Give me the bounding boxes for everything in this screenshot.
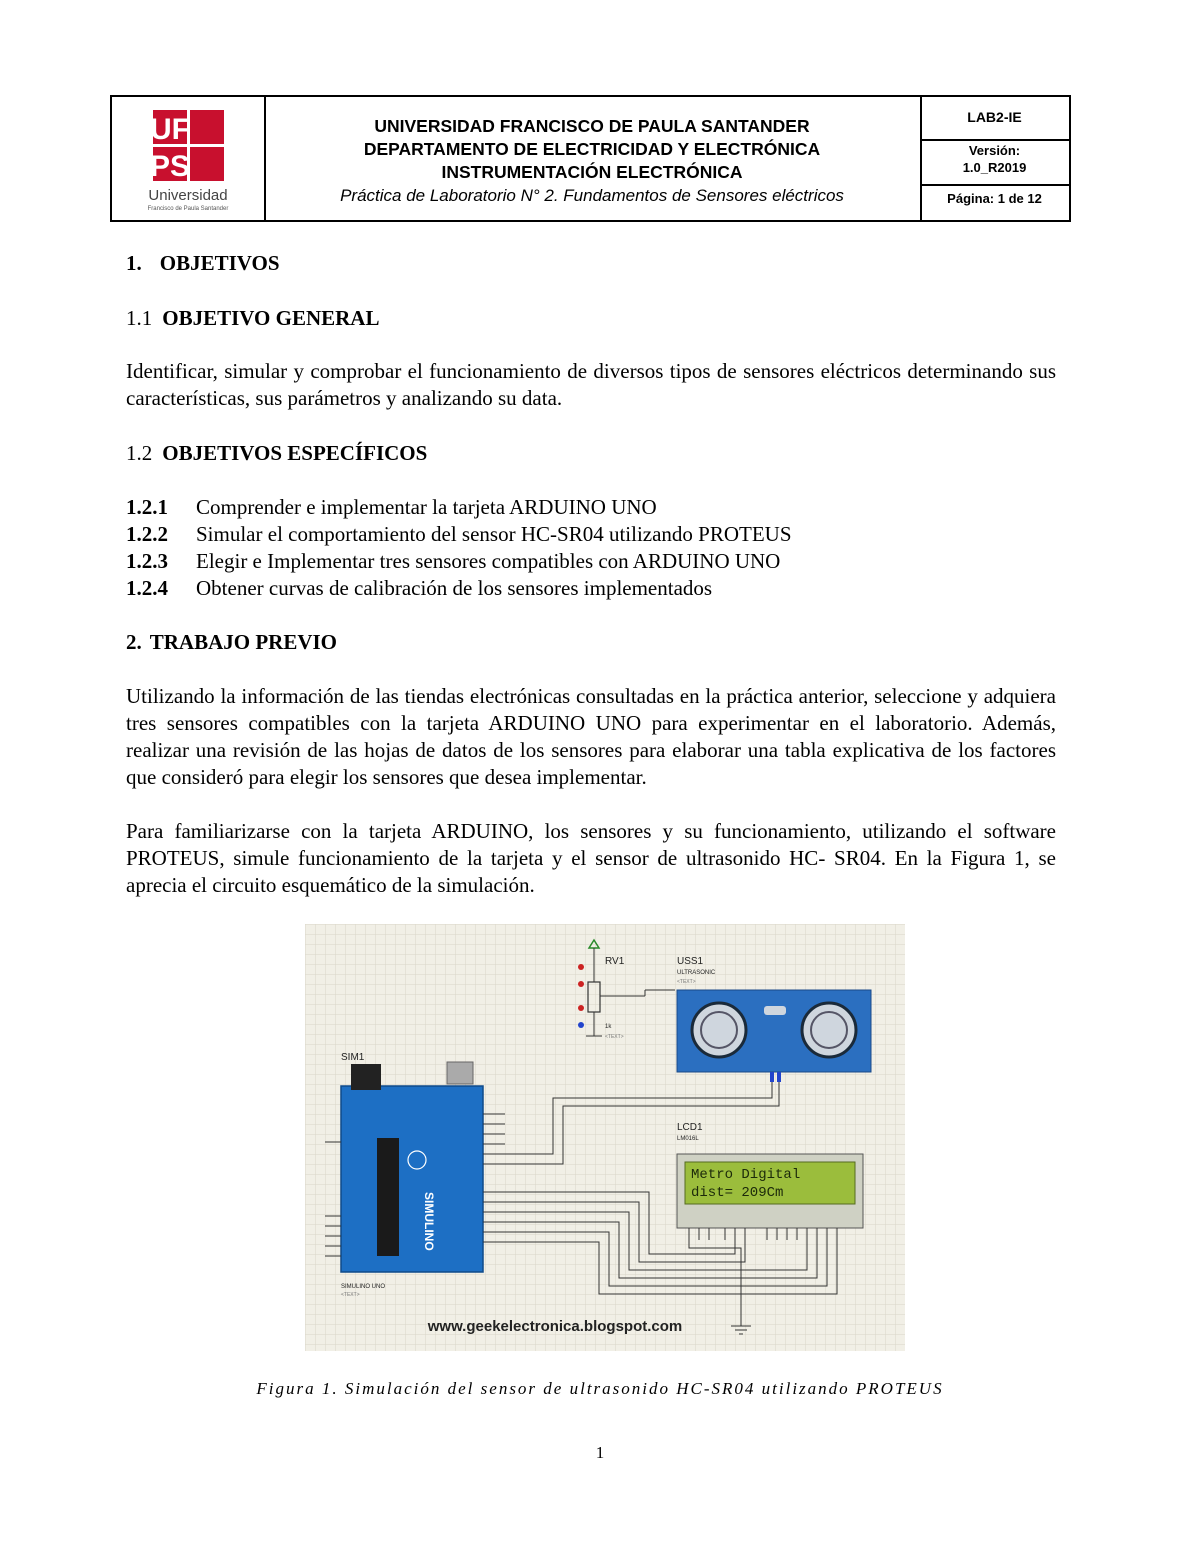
- header-titles: [264, 97, 922, 220]
- rv1-text-tag: <TEXT>: [605, 1034, 624, 1040]
- section-1-title: OBJETIVOS: [159, 251, 280, 275]
- document-code: LAB2-IE: [967, 109, 1022, 125]
- subsection-1-1-number: 1.1: [126, 306, 153, 330]
- section-2-heading: [126, 630, 337, 655]
- document-header: [110, 95, 1071, 222]
- rv1-value: 1k: [605, 1024, 612, 1030]
- section-1-heading: [126, 251, 280, 276]
- university-logo: [112, 97, 266, 220]
- sim1-text-tag: <TEXT>: [341, 1292, 360, 1298]
- list-item: [126, 549, 780, 574]
- page-number: 1: [595, 1443, 605, 1462]
- section-2-number: 2.: [126, 630, 142, 654]
- circuit-schematic: [305, 924, 905, 1351]
- subsection-1-1-title: OBJETIVO GENERAL: [162, 306, 380, 330]
- proteus-simulation-figure: [305, 924, 905, 1351]
- general-objective-text: Identificar, simular y comprobar el funcionamiento de diversos tipos de sensores eléctricos determinando sus características, sus parámetros y analizando su data.: [126, 359, 1056, 410]
- previous-work-paragraph-1: Utilizando la información de las tiendas electrónicas consultadas en la práctica anterior, seleccione y adquiera tres sensores compatibles con la tarjeta ARDUINO UNO para experimentar en el laboratorio. Además, realizar una revisión de las hojas de datos de los sensores para elaborar una tabla explicativa de los factores que consideró para elegir los sensores que desea implementar.: [126, 684, 1056, 789]
- ufps-logo-graphic: [112, 97, 264, 220]
- figure-caption: Figura 1. Simulación del sensor de ultrasonido HC-SR04 utilizando PROTEUS: [256, 1379, 944, 1398]
- practice-title: Práctica de Laboratorio N° 2. Fundamentos de Sensores eléctricos: [340, 186, 844, 205]
- department-name: DEPARTAMENTO DE ELECTRICIDAD Y ELECTRÓNICA: [363, 139, 821, 159]
- list-item-number: 1.2.1: [126, 495, 168, 519]
- lcd1-label: LCD1: [677, 1122, 703, 1133]
- logo-letters-bottom: PS: [149, 150, 191, 183]
- subsection-1-2-title: OBJETIVOS ESPECÍFICOS: [162, 441, 428, 465]
- version-label: Versión:: [968, 143, 1021, 158]
- uss1-type: ULTRASONIC: [677, 970, 716, 976]
- uss1-label: USS1: [677, 956, 704, 967]
- board-name: SIMULINO: [422, 1192, 436, 1251]
- section-1-number: 1.: [126, 251, 142, 275]
- list-item-text: Comprender e implementar la tarjeta ARDUINO UNO: [196, 495, 657, 519]
- logo-letters-top: UF: [150, 113, 190, 146]
- rv1-label: RV1: [605, 956, 625, 967]
- list-item: [126, 522, 792, 547]
- sim1-model: SIMULINO UNO: [341, 1284, 386, 1290]
- list-item-text: Obtener curvas de calibración de los sensores implementados: [196, 576, 713, 600]
- subsection-1-1-heading: [126, 306, 379, 331]
- uss1-text-tag: <TEXT>: [677, 979, 696, 985]
- subsection-1-2-heading: [126, 441, 427, 466]
- page-indicator: Página: 1 de 12: [947, 191, 1042, 206]
- section-2-title: TRABAJO PREVIO: [149, 630, 338, 654]
- list-item-text: Elegir e Implementar tres sensores compatibles con ARDUINO UNO: [196, 549, 781, 573]
- subsection-1-2-number: 1.2: [126, 441, 153, 465]
- version-value: 1.0_R2019: [962, 160, 1027, 175]
- list-item: [126, 495, 657, 520]
- list-item-text: Simular el comportamiento del sensor HC-SR04 utilizando PROTEUS: [196, 522, 792, 546]
- list-item-number: 1.2.4: [126, 576, 168, 600]
- university-name: UNIVERSIDAD FRANCISCO DE PAULA SANTANDER: [374, 116, 810, 136]
- lcd1-model: LM016L: [677, 1136, 699, 1142]
- figure-watermark: www.geekelectronica.blogspot.com: [427, 1318, 683, 1335]
- course-name: INSTRUMENTACIÓN ELECTRÓNICA: [441, 162, 743, 182]
- list-item: [126, 576, 712, 601]
- lcd-line-1: Metro Digital: [691, 1167, 801, 1183]
- list-item-number: 1.2.2: [126, 522, 168, 546]
- lcd-line-2: dist= 209Cm: [691, 1185, 784, 1201]
- logo-word: Universidad: [148, 187, 228, 204]
- previous-work-paragraph-2: Para familiarizarse con la tarjeta ARDUINO, los sensores y su funcionamiento, utilizando el software PROTEUS, simule funcionamiento de la tarjeta y el sensor de ultrasonido HC- SR04. En la Figura 1, se aprecia el circuito esquemático de la simulación.: [126, 819, 1056, 897]
- header-meta: [920, 97, 1069, 220]
- list-item-number: 1.2.3: [126, 549, 168, 573]
- sim1-label: SIM1: [341, 1052, 365, 1063]
- arduino-board-sim1: [325, 1052, 505, 1298]
- logo-subtitle: Francisco de Paula Santander: [147, 206, 229, 212]
